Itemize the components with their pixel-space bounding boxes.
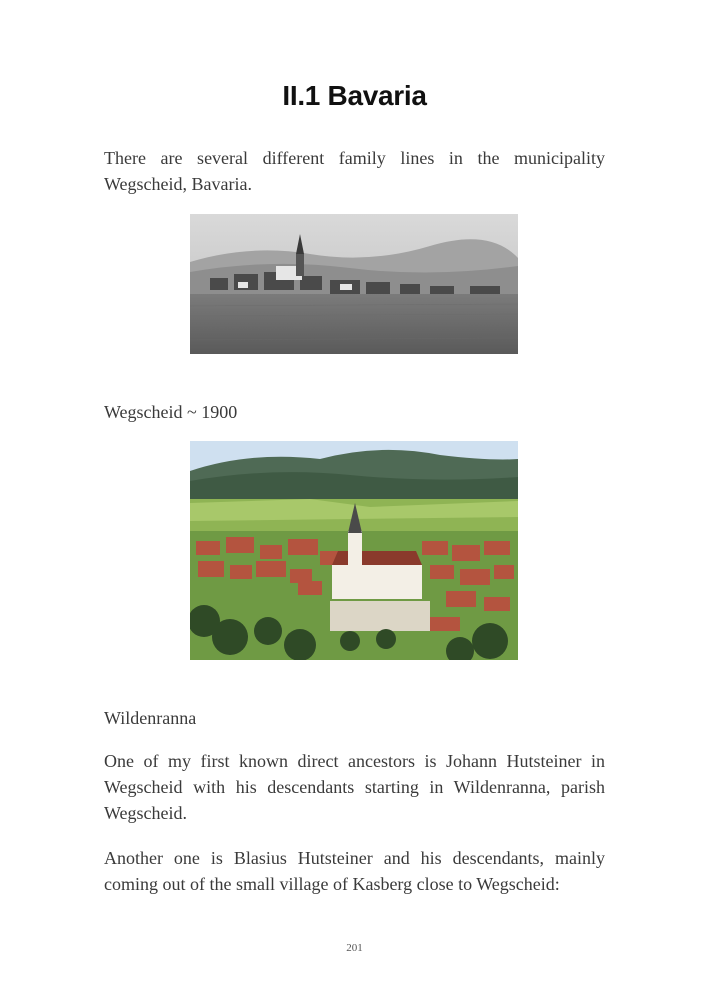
page-title: II.1 Bavaria: [282, 80, 427, 111]
photo-caption-wildenranna: Wildenranna: [104, 708, 197, 728]
photo-caption-1900: Wegscheid ~ 1900: [104, 402, 238, 422]
page-number: 201: [346, 942, 363, 954]
aerial-village-photo: [190, 441, 518, 660]
paragraph-johann: One of my first known direct ancestors is Johann Hutsteiner in Wegscheid with his descendants starting in Wildenranna, parish Wegscheid.: [104, 751, 605, 823]
paragraph-blasius: Another one is Blasius Hutsteiner and his descendants, mainly coming out of the small village of Kasberg close to Wegscheid:: [104, 848, 605, 894]
historic-village-photo: [190, 214, 518, 354]
intro-paragraph: There are several different family lines in the municipality Wegscheid, Bavaria.: [104, 148, 605, 194]
